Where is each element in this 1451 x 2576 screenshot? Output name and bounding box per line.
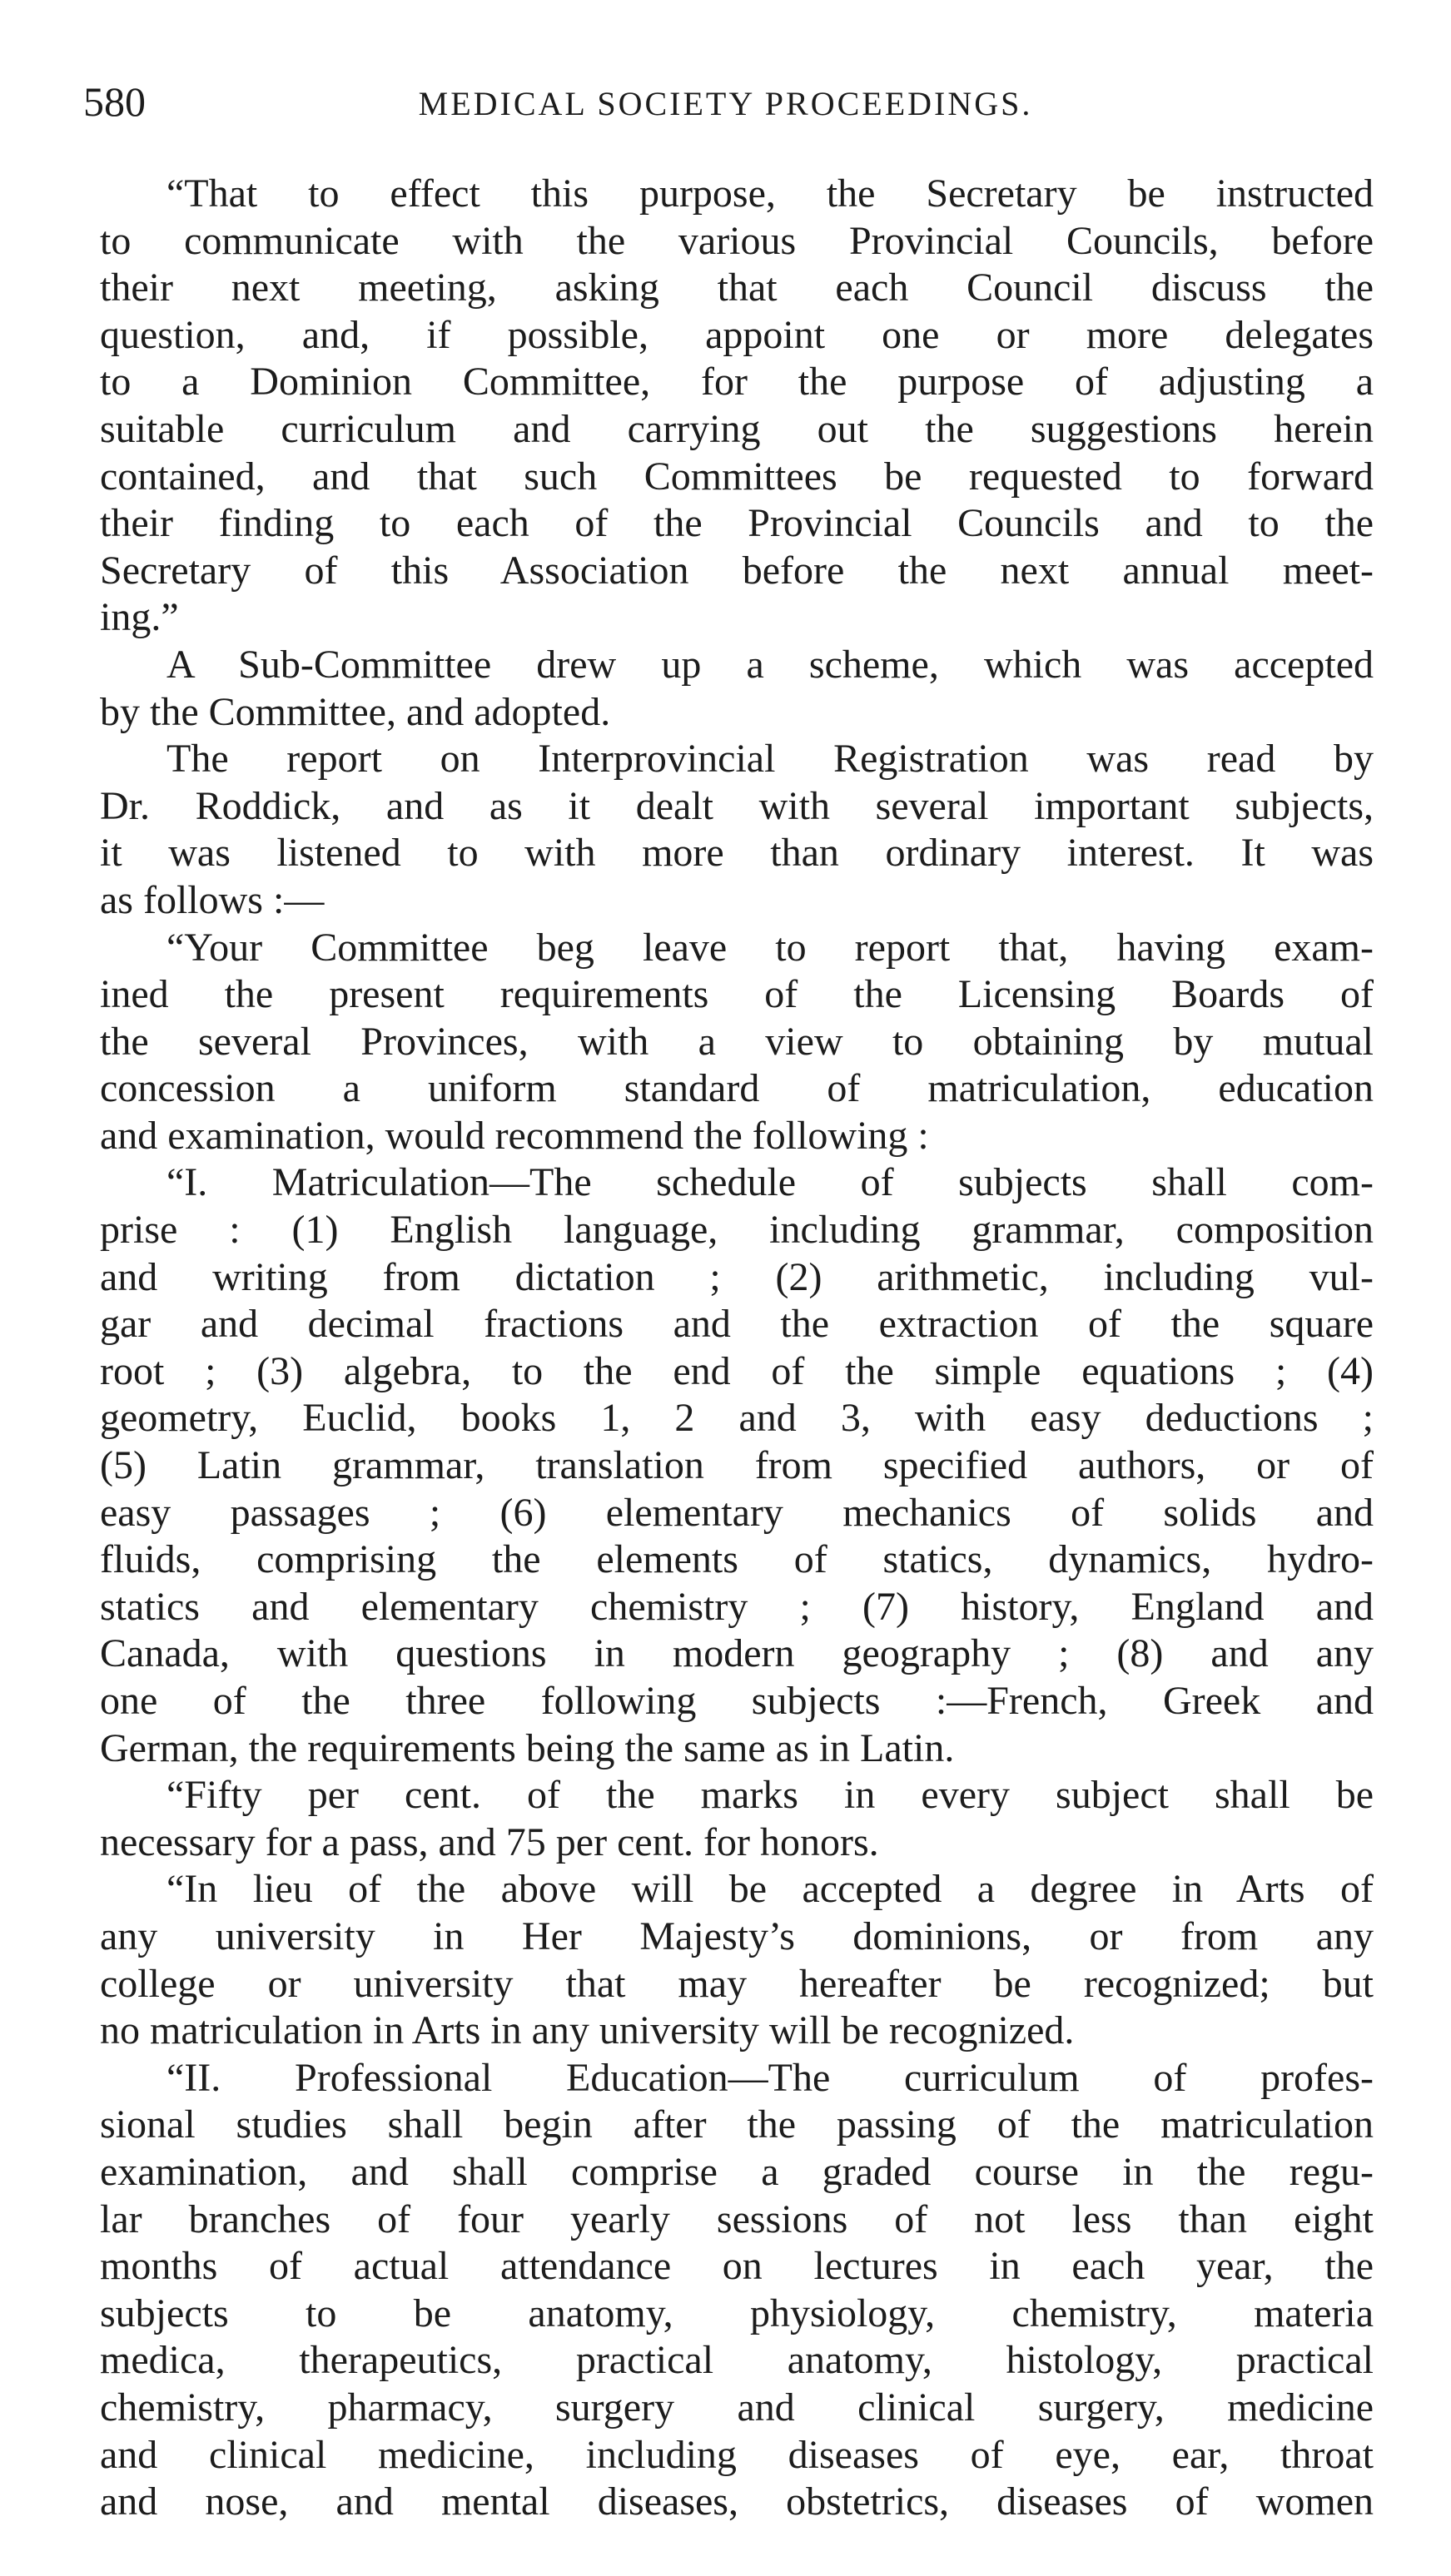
text-line: question, and, if possible, appoint one or more delegates	[100, 312, 1374, 357]
text-line: chemistry, pharmacy, surgery and clinical surgery, medicine	[100, 2385, 1374, 2430]
text-line: to a Dominion Committee, for the purpose of adjusting a	[100, 360, 1374, 405]
text-line: as follows :—	[100, 877, 325, 922]
text-line: it was listened to with more than ordinary interest. It was	[100, 831, 1374, 876]
text-line: sional studies shall begin after the passing of the matriculation	[100, 2102, 1374, 2147]
text-line: German, the requirements being the same as in Latin.	[100, 1725, 955, 1770]
running-head: MEDICAL SOCIETY PROCEEDINGS.	[418, 85, 1033, 122]
text-line: Secretary of this Association before the next annual meet-	[100, 548, 1374, 593]
text-line: one of the three following subjects :—French, Greek and	[100, 1679, 1374, 1723]
text-line: medica, therapeutics, practical anatomy, histology, practical	[100, 2338, 1374, 2383]
text-line: examination, and shall comprise a graded course in the regu-	[100, 2149, 1374, 2194]
text-line: lar branches of four yearly sessions of not less than eight	[100, 2196, 1374, 2241]
text-line: to communicate with the various Provincial Councils, before	[100, 218, 1374, 263]
text-line: fluids, comprising the elements of statics, dynamics, hydro-	[100, 1537, 1374, 1582]
text-line: (5) Latin grammar, translation from specified authors, or of	[100, 1443, 1374, 1488]
text-line: suitable curriculum and carrying out the suggestions herein	[100, 406, 1374, 451]
text-line: and clinical medicine, including diseases of eye, ear, throat	[100, 2432, 1374, 2477]
text-line: “That to effect this purpose, the Secretary be instructed	[166, 171, 1374, 216]
text-line: The report on Interprovincial Registration was read by	[166, 737, 1374, 782]
body-text	[100, 171, 1374, 2526]
text-line: months of actual attendance on lectures in each year, the	[100, 2244, 1374, 2289]
page-number: 580	[83, 78, 146, 125]
text-line: necessary for a pass, and 75 per cent. for honors.	[100, 1819, 879, 1864]
text-line: Canada, with questions in modern geography ; (8) and any	[100, 1631, 1374, 1676]
text-line: gar and decimal fractions and the extraction of the square	[100, 1302, 1374, 1347]
text-line: no matriculation in Arts in any university will be recognized.	[100, 2008, 1075, 2053]
text-line: “I. Matriculation—The schedule of subjects shall com-	[166, 1160, 1374, 1205]
text-line: “II. Professional Education—The curriculum of profes-	[166, 2055, 1374, 2100]
text-line: contained, and that such Committees be requested to forward	[100, 454, 1374, 499]
text-line: by the Committee, and adopted.	[100, 689, 611, 734]
text-line: “Fifty per cent. of the marks in every subject shall be	[166, 1773, 1374, 1818]
text-line: any university in Her Majesty’s dominions, or from any	[100, 1913, 1374, 1958]
text-line: A Sub-Committee drew up a scheme, which was accepted	[166, 642, 1374, 687]
text-line: geometry, Euclid, books 1, 2 and 3, with easy deductions ;	[100, 1396, 1374, 1441]
text-line: their next meeting, asking that each Council discuss the	[100, 266, 1374, 310]
text-line: easy passages ; (6) elementary mechanics of solids and	[100, 1490, 1374, 1535]
text-line: Dr. Roddick, and as it dealt with several important subjects,	[100, 783, 1374, 828]
text-line: and examination, would recommend the following :	[100, 1113, 929, 1158]
text-line: concession a uniform standard of matriculation, education	[100, 1066, 1374, 1111]
text-line: root ; (3) algebra, to the end of the simple equations ; (4)	[100, 1348, 1374, 1393]
text-line: ined the present requirements of the Licensing Boards of	[100, 972, 1374, 1017]
text-line: their finding to each of the Provincial Councils and to the	[100, 501, 1374, 546]
text-line: subjects to be anatomy, physiology, chemistry, materia	[100, 2291, 1374, 2335]
text-line: prise : (1) English language, including grammar, composition	[100, 1208, 1374, 1253]
text-line: the several Provinces, with a view to obtaining by mutual	[100, 1019, 1374, 1064]
text-line: “Your Committee beg leave to report that, having exam-	[166, 925, 1374, 970]
text-line: statics and elementary chemistry ; (7) history, England and	[100, 1584, 1374, 1629]
text-line: and nose, and mental diseases, obstetrics, diseases of women	[100, 2479, 1374, 2524]
text-line: “In lieu of the above will be accepted a degree in Arts of	[166, 1867, 1374, 1912]
text-line: college or university that may hereafter be recognized; but	[100, 1961, 1374, 2006]
text-line: and writing from dictation ; (2) arithmetic, including vul-	[100, 1254, 1374, 1299]
text-line: ing.”	[100, 595, 179, 640]
